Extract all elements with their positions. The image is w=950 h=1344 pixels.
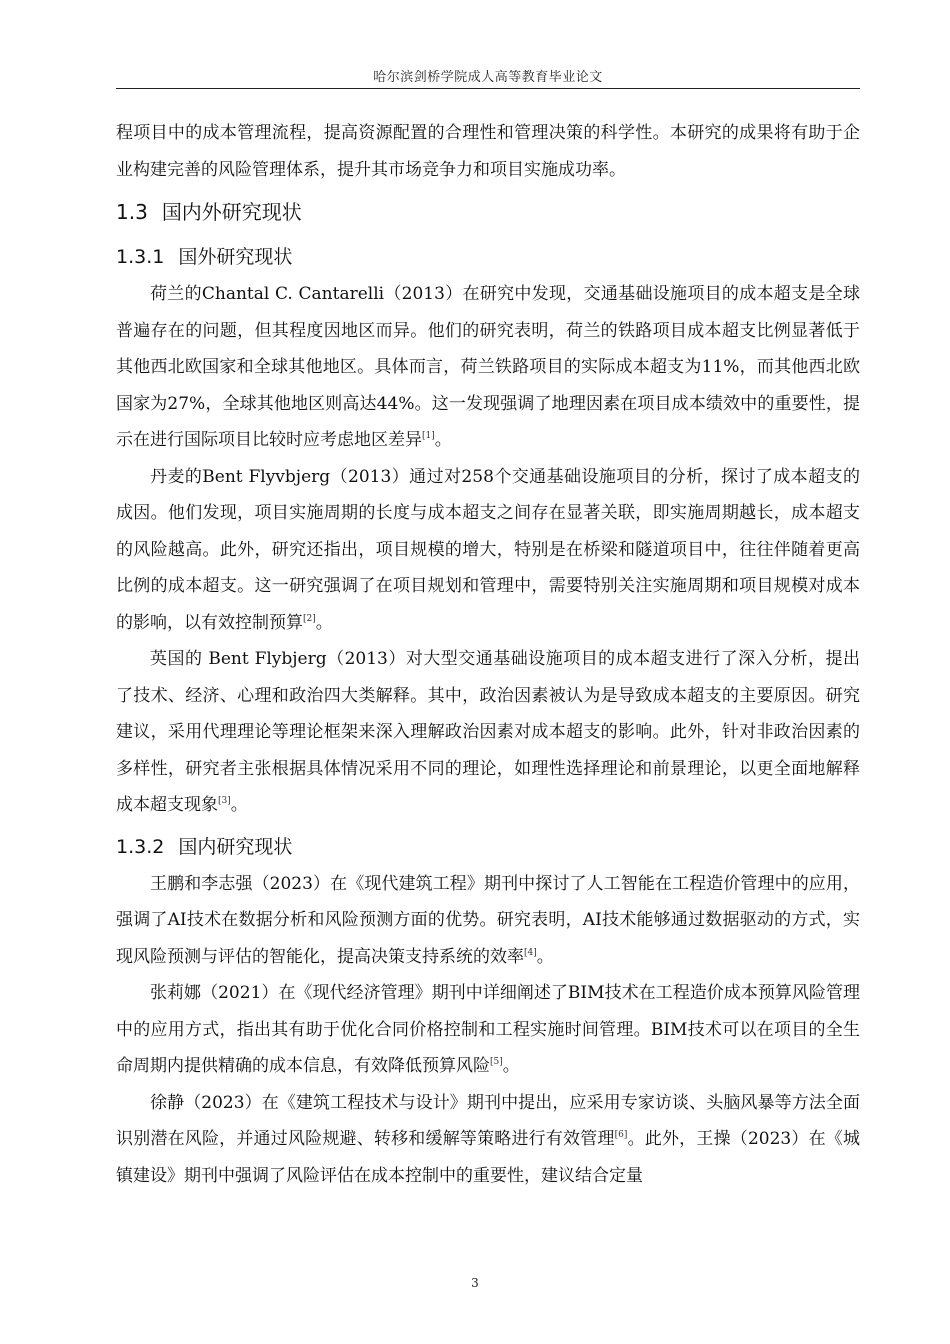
paragraph-text: 徐静（2023）在《建筑工程技术与设计》期刊中提出，应采用专家访谈、头脑风暴等方法全面识别潜在风险，并通过风险规避、转移和缓解等策略进行有效管理 — [116, 1092, 860, 1149]
subsection-title-domestic: 国内研究现状 — [178, 835, 293, 858]
subsection-heading-foreign — [116, 234, 860, 276]
paragraph-end: 。 — [230, 795, 248, 815]
subsection-number-foreign: 1.3.1 — [116, 246, 165, 268]
section-title: 国内外研究现状 — [161, 200, 302, 224]
paragraph-end: 。 — [502, 1056, 520, 1076]
paragraph-foreign-2 — [116, 459, 860, 642]
page-content — [116, 115, 860, 1194]
running-header: 哈尔滨剑桥学院成人高等教育毕业论文 — [373, 70, 603, 85]
subsection-title-foreign: 国外研究现状 — [178, 246, 293, 268]
paragraph-domestic-3 — [116, 1085, 860, 1195]
paragraph-foreign-1 — [116, 276, 860, 459]
citation-ref: [2] — [303, 613, 316, 624]
paragraph-text: 王鹏和李志强（2023）在《现代建筑工程》期刊中探讨了人工智能在工程造价管理中的应用，强调了AI技术在数据分析和风险预测方面的优势。研究表明，AI技术能够通过数据驱动的方式，实现风险预测与评估的智能化，提高决策支持系统的效率 — [116, 873, 860, 967]
page-number: 3 — [471, 1276, 479, 1290]
paragraph-rest: 。此外，王操（2023）在《城镇建设》期刊中强调了风险评估在成本控制中的重要性，建议结合定量 — [116, 1129, 861, 1186]
citation-ref: [4] — [524, 947, 537, 958]
paragraph-end: 。 — [434, 430, 452, 450]
citation-ref: [6] — [614, 1130, 628, 1140]
citation-ref: [1] — [422, 431, 435, 441]
subsection-heading-domestic — [116, 824, 860, 866]
paragraph-text: 张莉娜（2021）在《现代经济管理》期刊中详细阐述了BIM技术在工程造价成本预算风险管理中的应用方式，指出其有助于优化合同价格控制和工程实施时间管理。BIM技术可以在项目的全生命周期内提供精确的成本信息，有效降低预算风险 — [116, 983, 860, 1076]
paragraph-end: 。 — [315, 612, 333, 633]
subsection-number-domestic: 1.3.2 — [116, 835, 165, 858]
paragraph-foreign-3 — [116, 641, 860, 824]
intro-paragraph: 程项目中的成本管理流程，提高资源配置的合理性和管理决策的科学性。本研究的成果将有助于企业构建完善的风险管理体系，提升其市场竞争力和项目实施成功率。 — [116, 123, 860, 180]
paragraph-text: 荷兰的Chantal C. Cantarelli（2013）在研究中发现，交通基础设施项目的成本超支是全球普遍存在的问题，但其程度因地区而异。他们的研究表明，荷兰的铁路项目成本超支比例显著低于其他西北欧国家和全球其他地区。具体而言，荷兰铁路项目的实际成本超支为11%，而其他西北欧国家为27%，全球其他地区则高达44%。这一发现强调了地理因素在项目成本绩效中的重要性，提示在进行国际项目比较时应考虑地区差异 — [116, 284, 860, 450]
paragraph-text: 英国的 Bent Flybjerg（2013）对大型交通基础设施项目的成本超支进行了深入分析，提出了技术、经济、心理和政治四大类解释。其中，政治因素被认为是导致成本超支的主要原因。研究建议，采用代理理论等理论框架来深入理解政治因素对成本超支的影响。此外，针对非政治因素的多样性，研究者主张根据具体情况采用不同的理论，如理性选择理论和前景理论，以更全面地解释成本超支现象 — [116, 649, 860, 815]
paragraph-end: 。 — [536, 946, 554, 967]
paragraph-domestic-1 — [116, 866, 860, 976]
citation-ref: [5] — [490, 1057, 503, 1067]
citation-ref: [3] — [218, 796, 231, 806]
section-number: 1.3 — [116, 200, 148, 224]
header-rule — [116, 88, 860, 89]
paragraph-text: 丹麦的Bent Flyvbjerg（2013）通过对258个交通基础设施项目的分析，探讨了成本超支的成因。他们发现，项目实施周期的长度与成本超支之间存在显著关联，即实施周期越长，成本超支的风险越高。此外，研究还指出，项目规模的增大，特别是在桥梁和隧道项目中，往往伴随着更高比例的成本超支。这一研究强调了在项目规划和管理中，需要特别关注实施周期和项目规模对成本的影响，以有效控制预算 — [116, 466, 860, 633]
section-heading — [116, 188, 860, 234]
paragraph-domestic-2 — [116, 975, 860, 1085]
